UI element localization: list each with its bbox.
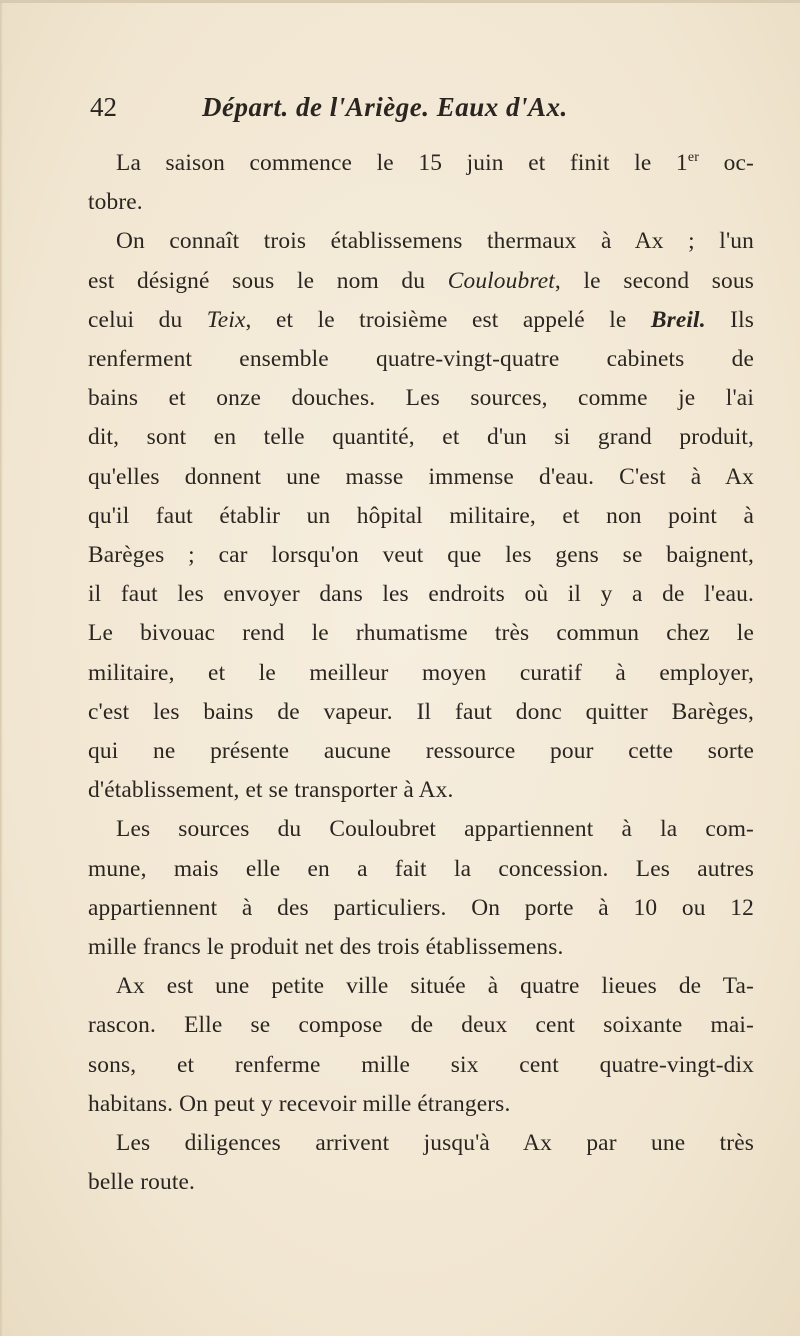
text-line: militaire, et le meilleur moyen curatif à employer, [88, 659, 754, 686]
paragraph-establishments [88, 222, 754, 810]
paragraph-season [88, 144, 754, 222]
text-line: qu'elles donnent une masse immense d'eau. C'est à Ax [88, 463, 754, 490]
text-line: appartiennent à des particuliers. On porte à 10 ou 12 [88, 894, 754, 921]
text-line: d'établissement, et se transporter à Ax. [88, 777, 454, 804]
text-line: c'est les bains de vapeur. Il faut donc quitter Barèges, [88, 698, 754, 725]
text-line [88, 144, 754, 183]
running-head [90, 92, 750, 132]
text-span: oc- [699, 150, 754, 176]
text-span: Ils [705, 306, 754, 333]
text-line: qu'il faut établir un hôpital militaire, et non point à [88, 502, 754, 529]
top-edge-rule [0, 0, 800, 3]
text-line: habitans. On peut y recevoir mille étrangers. [88, 1090, 511, 1117]
text-line: dit, sont en telle quantité, et d'un si grand produit, [88, 424, 754, 451]
page-number: 42 [90, 92, 117, 122]
text-line: il faut les envoyer dans les endroits où il y a de l'eau. [88, 581, 754, 608]
text-line: renferment ensemble quatre-vingt-quatre cabinets de [88, 346, 754, 373]
italic-name: Teix [206, 306, 246, 333]
text-line [88, 301, 754, 340]
text-line: rascon. Elle se compose de deux cent soixante mai- [88, 1012, 754, 1039]
text-line: sons, et renferme mille six cent quatre-vingt-dix [88, 1051, 754, 1078]
superscript: er [687, 149, 700, 166]
text-line: mille francs le produit net des trois établissemens. [88, 934, 564, 961]
text-line: Les sources du Couloubret appartiennent à la com- [116, 816, 754, 843]
text-line: bains et onze douches. Les sources, comme je l'ai [88, 385, 754, 412]
text-line: tobre. [88, 189, 143, 216]
running-title: Départ. de l'Ariège. Eaux d'Ax. [202, 92, 568, 122]
text-line: belle route. [88, 1169, 196, 1196]
body-text [88, 144, 754, 1202]
italic-name: Couloubret [447, 267, 555, 294]
page-gutter-edge [0, 0, 3, 1336]
italic-name: Breil. [650, 306, 706, 333]
text-line: Les diligences arrivent jusqu'à Ax par une très [116, 1130, 754, 1157]
text-line: Ax est une petite ville située à quatre lieues de Ta- [116, 973, 754, 1000]
text-span: , et le troisième est appelé le [245, 306, 651, 333]
text-span: , le second sous [554, 267, 754, 294]
text-line: qui ne présente aucune ressource pour cette sorte [88, 738, 754, 765]
paragraph-ownership [88, 810, 754, 967]
text-span: La saison commence le 15 juin et finit le 1 [116, 150, 688, 176]
text-span: celui du [88, 306, 207, 333]
text-line: Barèges ; car lorsqu'on veut que les gens se baignent, [88, 542, 754, 569]
paragraph-diligences [88, 1124, 754, 1202]
text-line: Le bivouac rend le rhumatisme très commun chez le [88, 620, 754, 647]
text-span: est désigné sous le nom du [88, 267, 448, 294]
paragraph-town [88, 967, 754, 1124]
text-line [88, 262, 754, 301]
text-line: On connaît trois établissemens thermaux à Ax ; l'un [116, 228, 754, 255]
text-line: mune, mais elle en a fait la concession. Les autres [88, 855, 754, 882]
